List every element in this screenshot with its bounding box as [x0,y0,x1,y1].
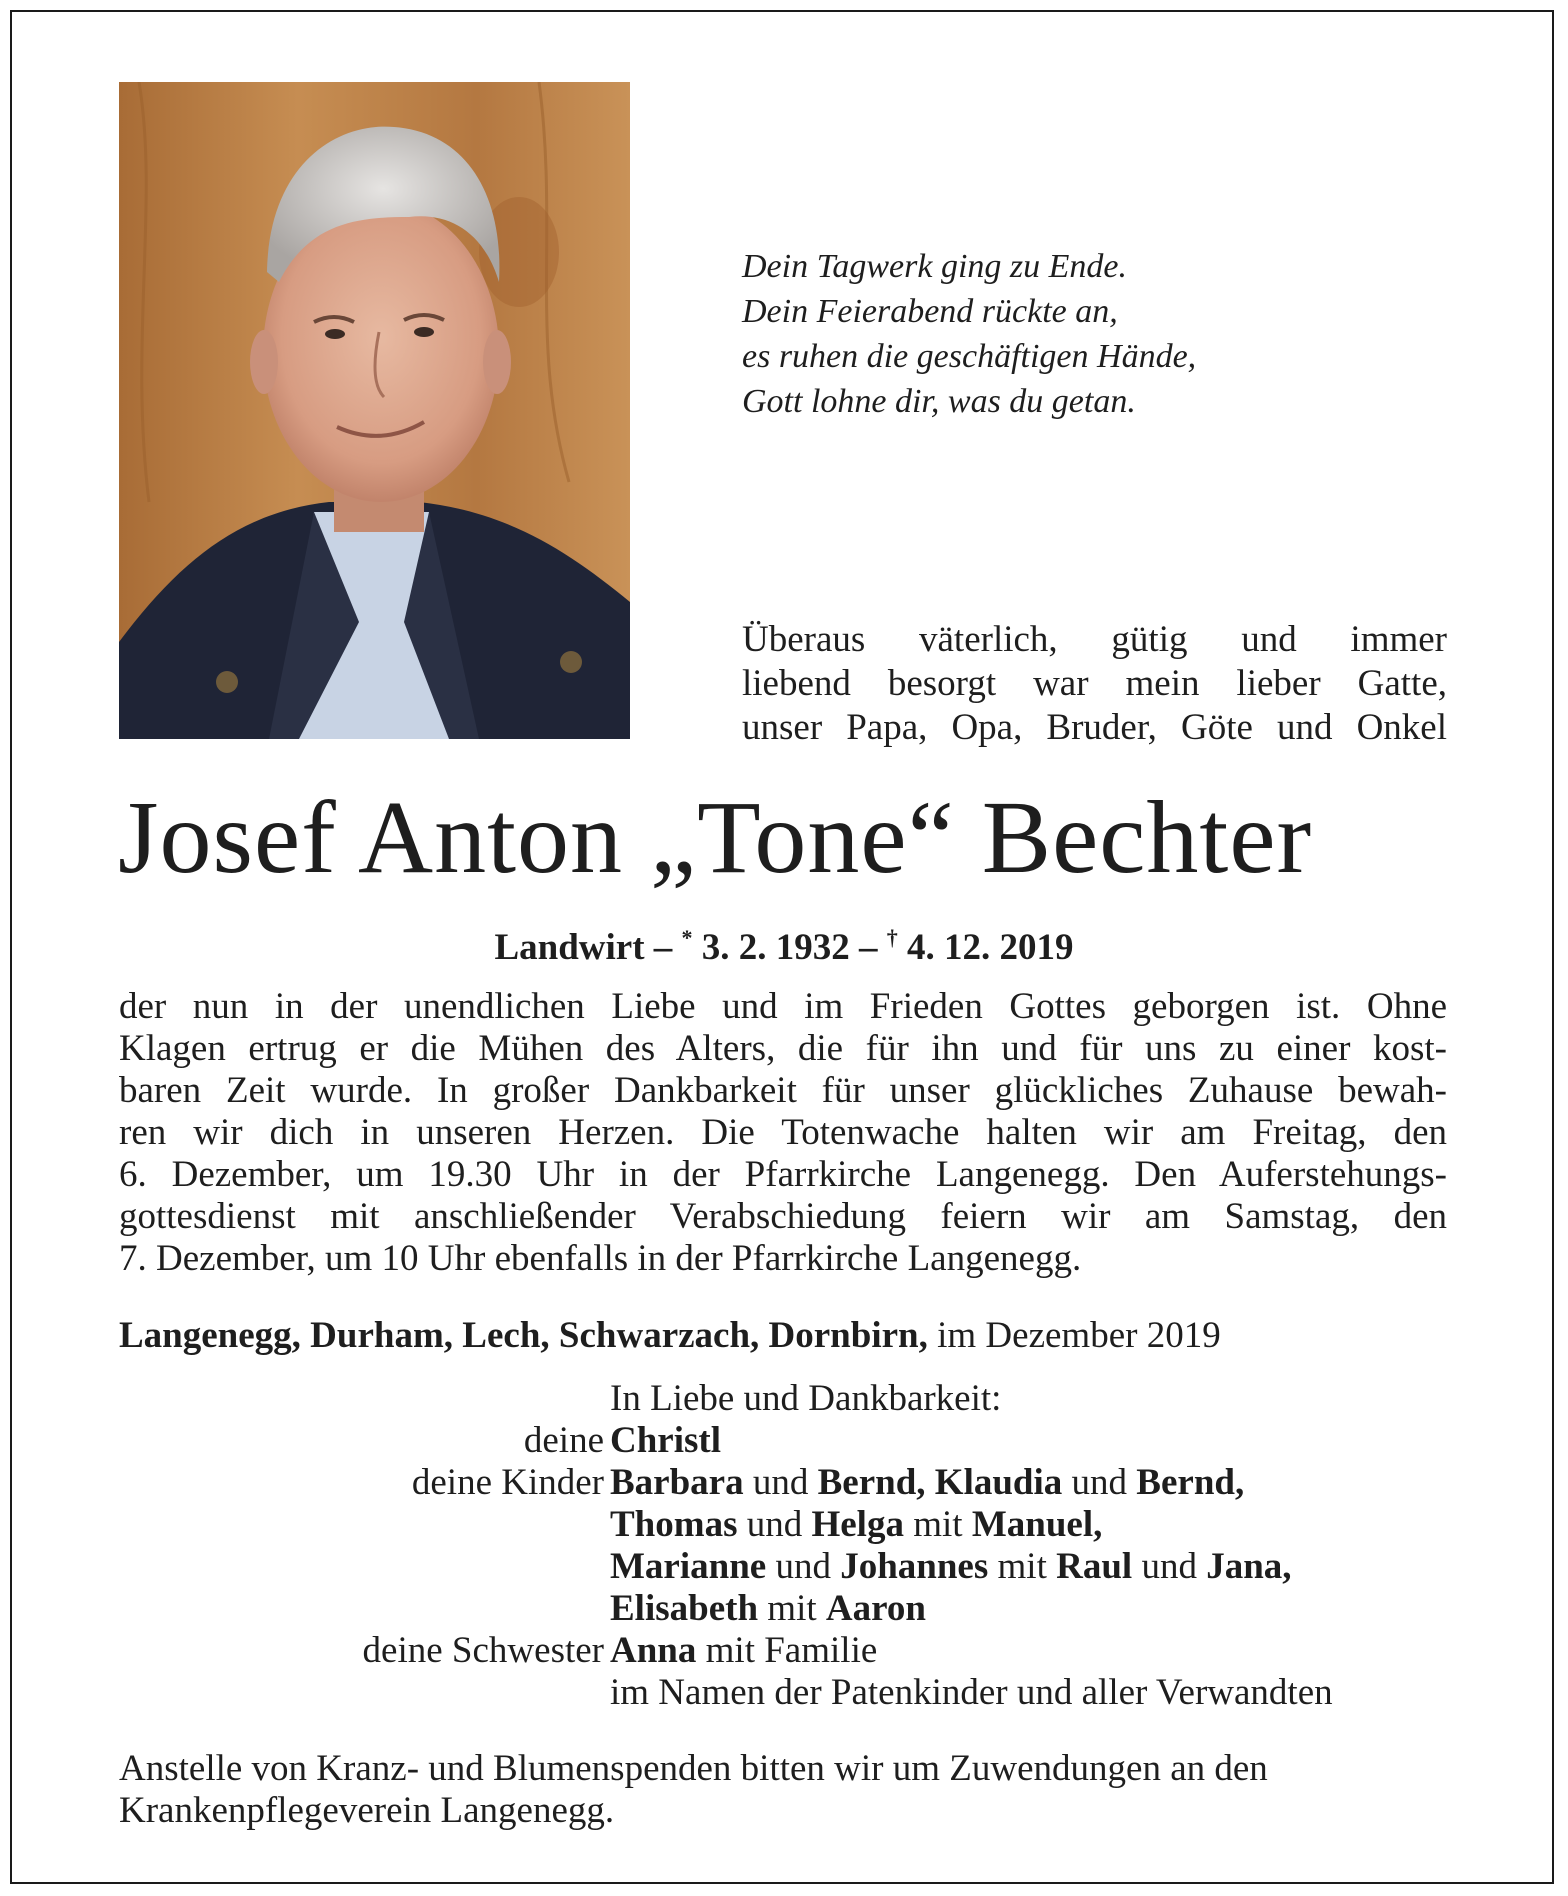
body-line: 7. Dezember, um 10 Uhr ebenfalls in der Pfarrkirche Langenegg. [119,1238,1082,1279]
poem-line: es ruhen die geschäftigen Hände, [742,338,1197,375]
intro-line: Überaus väterlich, gütig und immer [742,619,1447,660]
wife-name: Christl [610,1420,721,1461]
intro-text [742,618,1447,750]
conjunction: mit [758,1588,826,1629]
children-row [0,1588,1568,1630]
grandchild-name: Jana, [1206,1546,1292,1587]
child-name: Barbara [610,1462,744,1503]
children-label: deine Kinder [411,1462,604,1503]
conjunction: und [1132,1546,1207,1587]
conjunction: und [743,1462,818,1503]
closing-line: Anstelle von Kranz- und Blumenspenden bitten wir um Zuwendungen an den [119,1748,1268,1789]
conjunction: und [766,1546,841,1587]
body-line: 6. Dezember, um 19.30 Uhr in der Pfarrkirche Langenegg. Den Auferstehungs- [119,1154,1447,1195]
family-heading-row [0,1378,1568,1420]
places: Langenegg, Durham, Lech, Schwarzach, Dornbirn, [119,1315,928,1356]
occupation-dates [0,916,1568,970]
partner-name: Bernd, [817,1462,926,1503]
deceased-name: Josef Anton „Tone“ Bechter [118,780,1313,895]
closing-line: Krankenpflegeverein Langenegg. [119,1790,615,1831]
grandchild-name: Aaron [825,1588,926,1629]
body-line: gottesdienst mit anschließender Verabschiedung feiern wir am Samstag, den [119,1196,1447,1237]
poem-line: Dein Feierabend rückte an, [742,293,1118,330]
children-row [0,1546,1568,1588]
obituary-body [119,986,1447,1280]
places-date [119,1314,1449,1358]
family-signatures [0,1378,1568,1714]
grandchild-name: Raul [1056,1546,1133,1587]
poem-line: Gott lohne dir, was du getan. [742,383,1136,420]
grandchild-name: Manuel, [971,1504,1103,1545]
intro-line: liebend besorgt war mein lieber Gatte, [742,663,1447,704]
death-date: 4. 12. 2019 [897,927,1074,968]
month-year: im Dezember 2019 [927,1315,1221,1356]
separator: – [849,927,887,968]
portrait-photo [119,82,630,739]
relatives-text: im Namen der Patenkinder und aller Verwandten [610,1672,1333,1713]
conjunction: und [737,1504,812,1545]
birth-date: 3. 2. 1932 [692,927,850,968]
sister-family: mit Familie [696,1630,878,1671]
birth-star-symbol: * [681,925,693,950]
poem-line: Dein Tagwerk ging zu Ende. [742,248,1128,285]
children-row [0,1462,1568,1504]
family-heading: In Liebe und Dankbarkeit: [610,1378,1002,1419]
poem-verse [742,244,1302,424]
death-cross-symbol: † [886,925,898,950]
occupation: Landwirt [494,927,645,968]
body-line: der nun in der unendlichen Liebe und im Frieden Gottes geborgen ist. Ohne [119,986,1447,1027]
spacer [926,1462,935,1503]
intro-line: unser Papa, Opa, Bruder, Göte und Onkel [742,707,1447,748]
sister-label: deine Schwester [362,1630,604,1671]
child-name: Klaudia [934,1462,1063,1503]
partner-name: Helga [811,1504,904,1545]
sister-name: Anna [610,1630,697,1671]
children-row [0,1504,1568,1546]
conjunction: mit [988,1546,1057,1587]
donation-note [119,1748,1449,1832]
conjunction: mit [903,1504,972,1545]
portrait-illustration [119,82,630,739]
child-name: Elisabeth [610,1588,759,1629]
sister-row [0,1630,1568,1672]
body-line: ren wir dich in unseren Herzen. Die Totenwache halten wir am Freitag, den [119,1112,1447,1153]
body-line: Klagen ertrug er die Mühen des Alters, die für ihn und für uns zu einer kost- [119,1028,1447,1069]
child-name: Marianne [610,1546,767,1587]
partner-name: Bernd, [1136,1462,1245,1503]
relatives-row [0,1672,1568,1714]
conjunction: und [1062,1462,1137,1503]
body-line: baren Zeit wurde. In großer Dankbarkeit für unser glückliches Zuhause bewah- [119,1070,1447,1111]
child-name: Thomas [610,1504,738,1545]
wife-row [0,1420,1568,1462]
wife-label: deine [523,1420,604,1461]
separator: – [644,927,682,968]
partner-name: Johannes [840,1546,989,1587]
